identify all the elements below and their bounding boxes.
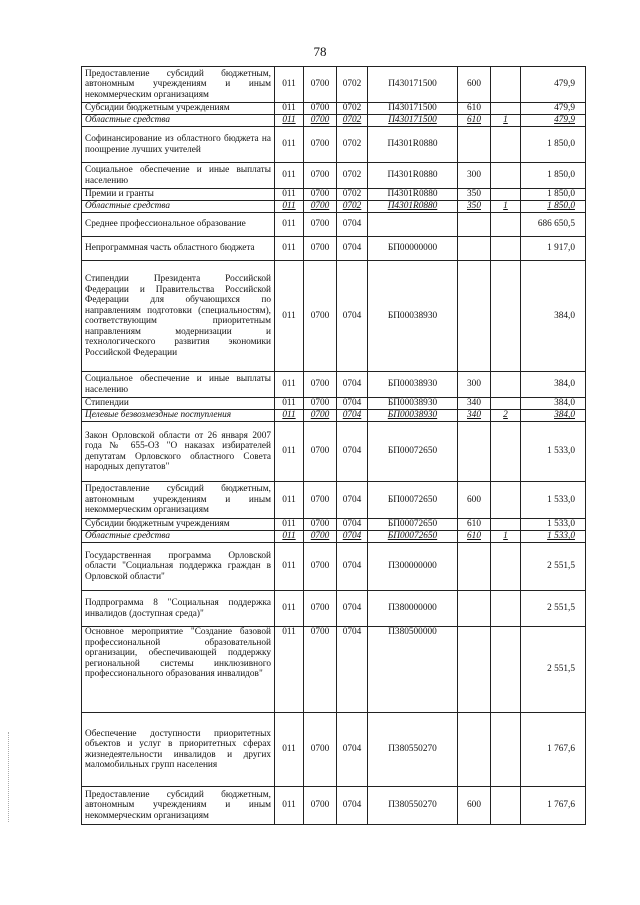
ved-code: 011 bbox=[275, 201, 304, 213]
ved-code: 011 bbox=[275, 627, 304, 713]
expense-type: 350 bbox=[458, 201, 491, 213]
row-name: Целевые безвозмездные поступления bbox=[82, 410, 275, 422]
target-article: П380550270 bbox=[368, 713, 458, 787]
section-code: 0700 bbox=[304, 787, 337, 825]
funding-source bbox=[491, 67, 521, 103]
amount: 1 533,0 bbox=[521, 482, 586, 519]
target-article: БП00072650 bbox=[368, 422, 458, 482]
row-name: Социальное обеспечение и иные выплаты населению bbox=[82, 372, 275, 398]
amount: 2 551,5 bbox=[521, 591, 586, 627]
section-code: 0700 bbox=[304, 213, 337, 237]
section-code: 0700 bbox=[304, 422, 337, 482]
subsection-code: 0702 bbox=[337, 163, 368, 189]
row-name: Областные средства bbox=[82, 531, 275, 543]
ved-code: 011 bbox=[275, 398, 304, 410]
amount: 479,9 bbox=[521, 103, 586, 115]
table-body bbox=[82, 67, 586, 825]
amount: 1 533,0 bbox=[521, 519, 586, 531]
table-row bbox=[82, 67, 586, 103]
table-row bbox=[82, 103, 586, 115]
subsection-code: 0704 bbox=[337, 531, 368, 543]
subsection-code: 0704 bbox=[337, 237, 368, 261]
table-row bbox=[82, 410, 586, 422]
row-name: Предоставление субсидий бюджетным, автономным учреждениям и иным некоммерческим организациям bbox=[82, 787, 275, 825]
target-article: П430171500 bbox=[368, 103, 458, 115]
section-code: 0700 bbox=[304, 627, 337, 713]
row-name: Стипендии bbox=[82, 398, 275, 410]
amount: 2 551,5 bbox=[521, 543, 586, 591]
expense-type: 350 bbox=[458, 189, 491, 201]
row-name: Государственная программа Орловской области "Социальная поддержка граждан в Орловской области" bbox=[82, 543, 275, 591]
target-article: БП00072650 bbox=[368, 519, 458, 531]
section-code: 0700 bbox=[304, 103, 337, 115]
subsection-code: 0704 bbox=[337, 410, 368, 422]
amount: 384,0 bbox=[521, 261, 586, 372]
ved-code: 011 bbox=[275, 591, 304, 627]
section-code: 0700 bbox=[304, 115, 337, 127]
subsection-code: 0702 bbox=[337, 103, 368, 115]
amount: 1 850,0 bbox=[521, 163, 586, 189]
subsection-code: 0704 bbox=[337, 713, 368, 787]
expense-type: 610 bbox=[458, 115, 491, 127]
table-row bbox=[82, 372, 586, 398]
amount: 2 551,5 bbox=[521, 627, 586, 713]
section-code: 0700 bbox=[304, 372, 337, 398]
funding-source bbox=[491, 103, 521, 115]
target-article bbox=[368, 213, 458, 237]
row-name: Обеспечение доступности приоритетных объектов и услуг в приоритетных сферах жизнедеятельности инвалидов и других маломобильных групп населения bbox=[82, 713, 275, 787]
table-row bbox=[82, 519, 586, 531]
section-code: 0700 bbox=[304, 591, 337, 627]
section-code: 0700 bbox=[304, 482, 337, 519]
amount: 479,9 bbox=[521, 67, 586, 103]
target-article: П4301R0880 bbox=[368, 127, 458, 163]
ved-code: 011 bbox=[275, 410, 304, 422]
section-code: 0700 bbox=[304, 713, 337, 787]
subsection-code: 0704 bbox=[337, 787, 368, 825]
row-name: Областные средства bbox=[82, 115, 275, 127]
table-row bbox=[82, 115, 586, 127]
funding-source: 1 bbox=[491, 201, 521, 213]
ved-code: 011 bbox=[275, 519, 304, 531]
ved-code: 011 bbox=[275, 103, 304, 115]
funding-source bbox=[491, 482, 521, 519]
row-name: Среднее профессиональное образование bbox=[82, 213, 275, 237]
funding-source bbox=[491, 261, 521, 372]
expense-type: 610 bbox=[458, 519, 491, 531]
section-code: 0700 bbox=[304, 237, 337, 261]
expense-type: 600 bbox=[458, 482, 491, 519]
amount: 686 650,5 bbox=[521, 213, 586, 237]
table-row bbox=[82, 543, 586, 591]
expense-type: 610 bbox=[458, 531, 491, 543]
ved-code: 011 bbox=[275, 127, 304, 163]
row-name: Областные средства bbox=[82, 201, 275, 213]
funding-source bbox=[491, 627, 521, 713]
row-name: Субсидии бюджетным учреждениям bbox=[82, 519, 275, 531]
ved-code: 011 bbox=[275, 372, 304, 398]
table-row bbox=[82, 531, 586, 543]
expense-type bbox=[458, 543, 491, 591]
amount: 1 533,0 bbox=[521, 422, 586, 482]
table-row bbox=[82, 422, 586, 482]
amount: 1 850,0 bbox=[521, 127, 586, 163]
funding-source bbox=[491, 543, 521, 591]
row-name: Закон Орловской области от 26 января 2007 года № 655-ОЗ "О наказах избирателей депутатам Орловского областного Совета народных депутатов" bbox=[82, 422, 275, 482]
expense-type bbox=[458, 213, 491, 237]
funding-source bbox=[491, 591, 521, 627]
expense-type: 340 bbox=[458, 410, 491, 422]
table-row bbox=[82, 627, 586, 713]
ved-code: 011 bbox=[275, 543, 304, 591]
ved-code: 011 bbox=[275, 422, 304, 482]
ved-code: 011 bbox=[275, 115, 304, 127]
table-row bbox=[82, 398, 586, 410]
expense-type: 600 bbox=[458, 67, 491, 103]
ved-code: 011 bbox=[275, 531, 304, 543]
ved-code: 011 bbox=[275, 261, 304, 372]
funding-source bbox=[491, 519, 521, 531]
amount: 1 767,6 bbox=[521, 713, 586, 787]
table-row bbox=[82, 237, 586, 261]
expense-type: 340 bbox=[458, 398, 491, 410]
table-row bbox=[82, 713, 586, 787]
amount: 1 850,0 bbox=[521, 189, 586, 201]
expense-type: 300 bbox=[458, 372, 491, 398]
section-code: 0700 bbox=[304, 163, 337, 189]
budget-table bbox=[81, 66, 586, 825]
ved-code: 011 bbox=[275, 213, 304, 237]
subsection-code: 0702 bbox=[337, 201, 368, 213]
expense-type bbox=[458, 127, 491, 163]
section-code: 0700 bbox=[304, 410, 337, 422]
subsection-code: 0704 bbox=[337, 543, 368, 591]
section-code: 0700 bbox=[304, 67, 337, 103]
funding-source bbox=[491, 163, 521, 189]
funding-source: 2 bbox=[491, 410, 521, 422]
row-name: Непрограммная часть областного бюджета bbox=[82, 237, 275, 261]
ved-code: 011 bbox=[275, 713, 304, 787]
funding-source: 1 bbox=[491, 115, 521, 127]
row-name: Премии и гранты bbox=[82, 189, 275, 201]
target-article: П380500000 bbox=[368, 627, 458, 713]
table-row bbox=[82, 482, 586, 519]
target-article: П380000000 bbox=[368, 591, 458, 627]
funding-source bbox=[491, 372, 521, 398]
subsection-code: 0704 bbox=[337, 213, 368, 237]
subsection-code: 0704 bbox=[337, 372, 368, 398]
ved-code: 011 bbox=[275, 67, 304, 103]
expense-type: 300 bbox=[458, 163, 491, 189]
target-article: БП00072650 bbox=[368, 531, 458, 543]
subsection-code: 0704 bbox=[337, 627, 368, 713]
funding-source bbox=[491, 213, 521, 237]
row-name: Стипендии Президента Российской Федерации и Правительства Российской Федерации для обучающихся по направлениям подготовки (специальностям), соответствующим приоритетным направлениям модернизации и технологического развития экономики Российской Федерации bbox=[82, 261, 275, 372]
funding-source bbox=[491, 398, 521, 410]
subsection-code: 0702 bbox=[337, 115, 368, 127]
ved-code: 011 bbox=[275, 482, 304, 519]
section-code: 0700 bbox=[304, 201, 337, 213]
funding-source bbox=[491, 237, 521, 261]
amount: 1 917,0 bbox=[521, 237, 586, 261]
amount: 1 533,0 bbox=[521, 531, 586, 543]
row-name: Предоставление субсидий бюджетным, автономным учреждениям и иным некоммерческим организациям bbox=[82, 67, 275, 103]
amount: 384,0 bbox=[521, 410, 586, 422]
expense-type bbox=[458, 422, 491, 482]
ved-code: 011 bbox=[275, 189, 304, 201]
subsection-code: 0704 bbox=[337, 519, 368, 531]
expense-type: 600 bbox=[458, 787, 491, 825]
funding-source bbox=[491, 422, 521, 482]
target-article: БП00038930 bbox=[368, 410, 458, 422]
funding-source bbox=[491, 189, 521, 201]
subsection-code: 0704 bbox=[337, 398, 368, 410]
expense-type bbox=[458, 237, 491, 261]
page-number: 78 bbox=[313, 44, 327, 59]
target-article: П430171500 bbox=[368, 115, 458, 127]
expense-type bbox=[458, 713, 491, 787]
table-row bbox=[82, 201, 586, 213]
target-article: БП00038930 bbox=[368, 261, 458, 372]
amount: 384,0 bbox=[521, 398, 586, 410]
section-code: 0700 bbox=[304, 127, 337, 163]
expense-type: 610 bbox=[458, 103, 491, 115]
ved-code: 011 bbox=[275, 237, 304, 261]
section-code: 0700 bbox=[304, 398, 337, 410]
expense-type bbox=[458, 261, 491, 372]
table-row bbox=[82, 213, 586, 237]
amount: 384,0 bbox=[521, 372, 586, 398]
target-article: П4301R0880 bbox=[368, 201, 458, 213]
amount: 1 850,0 bbox=[521, 201, 586, 213]
funding-source bbox=[491, 713, 521, 787]
margin-marks bbox=[8, 732, 11, 822]
target-article: П4301R0880 bbox=[368, 189, 458, 201]
amount: 479,9 bbox=[521, 115, 586, 127]
table-row bbox=[82, 163, 586, 189]
ved-code: 011 bbox=[275, 787, 304, 825]
funding-source bbox=[491, 127, 521, 163]
subsection-code: 0704 bbox=[337, 422, 368, 482]
target-article: П300000000 bbox=[368, 543, 458, 591]
section-code: 0700 bbox=[304, 261, 337, 372]
row-name: Подпрограмма 8 "Социальная поддержка инвалидов (доступная среда)" bbox=[82, 591, 275, 627]
target-article: БП00038930 bbox=[368, 398, 458, 410]
section-code: 0700 bbox=[304, 531, 337, 543]
subsection-code: 0704 bbox=[337, 482, 368, 519]
row-name: Предоставление субсидий бюджетным, автономным учреждениям и иным некоммерческим организациям bbox=[82, 482, 275, 519]
table-row bbox=[82, 261, 586, 372]
table-row bbox=[82, 591, 586, 627]
section-code: 0700 bbox=[304, 543, 337, 591]
ved-code: 011 bbox=[275, 163, 304, 189]
target-article: БП00072650 bbox=[368, 482, 458, 519]
target-article: П430171500 bbox=[368, 67, 458, 103]
subsection-code: 0704 bbox=[337, 261, 368, 372]
row-name: Субсидии бюджетным учреждениям bbox=[82, 103, 275, 115]
target-article: БП00000000 bbox=[368, 237, 458, 261]
amount: 1 767,6 bbox=[521, 787, 586, 825]
section-code: 0700 bbox=[304, 189, 337, 201]
table-row bbox=[82, 787, 586, 825]
row-name: Социальное обеспечение и иные выплаты населению bbox=[82, 163, 275, 189]
target-article: БП00038930 bbox=[368, 372, 458, 398]
expense-type bbox=[458, 627, 491, 713]
funding-source bbox=[491, 787, 521, 825]
table-row bbox=[82, 127, 586, 163]
row-name: Софинансирование из областного бюджета на поощрение лучших учителей bbox=[82, 127, 275, 163]
subsection-code: 0702 bbox=[337, 189, 368, 201]
expense-type bbox=[458, 591, 491, 627]
table-row bbox=[82, 189, 586, 201]
target-article: П380550270 bbox=[368, 787, 458, 825]
subsection-code: 0702 bbox=[337, 127, 368, 163]
funding-source: 1 bbox=[491, 531, 521, 543]
row-name: Основное мероприятие "Создание базовой профессиональной образовательной организации, обеспечивающей поддержку региональной системы инклюзивного профессионального образования инвалидов" bbox=[82, 627, 275, 713]
subsection-code: 0704 bbox=[337, 591, 368, 627]
subsection-code: 0702 bbox=[337, 67, 368, 103]
section-code: 0700 bbox=[304, 519, 337, 531]
target-article: П4301R0880 bbox=[368, 163, 458, 189]
